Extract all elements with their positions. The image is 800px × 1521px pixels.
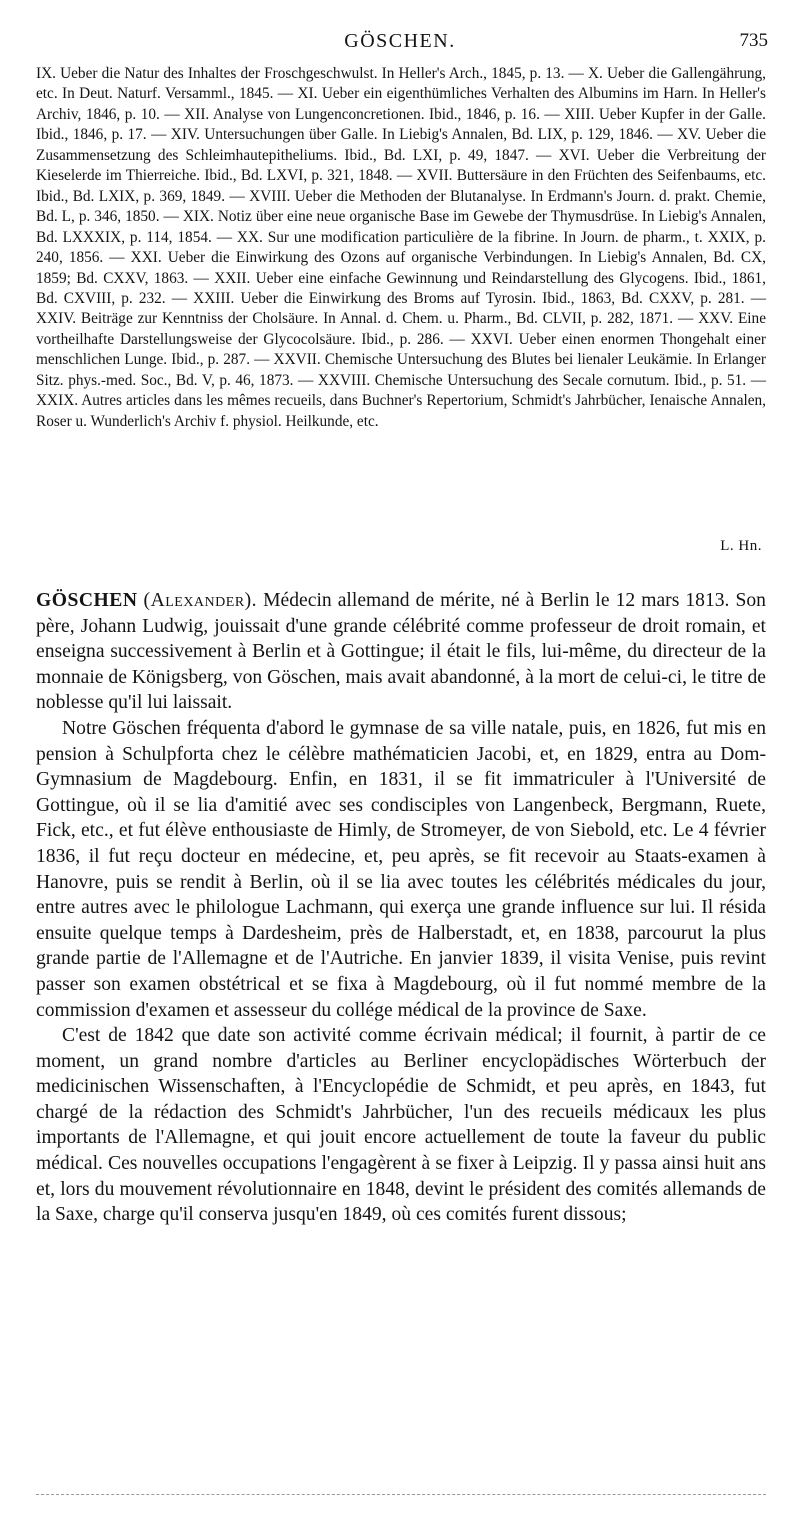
- article-body: [36, 588, 766, 1228]
- headword: GÖSCHEN: [36, 590, 138, 611]
- footer-rule: [36, 1494, 766, 1495]
- article-paragraph-1: [36, 588, 766, 716]
- author-signature: L. Hn.: [720, 538, 762, 554]
- article-paragraph-3: C'est de 1842 que date son activité comme écrivain médical; il fournit, à partir de ce moment, un grand nombre d'articles au Berliner encyclopädisches Wörterbuch der medicinischen Wissenschaften, à l'Encyclopédie de Schmidt, et peu après, en 1843, fut chargé de la rédaction des Schmidt's Jahrbücher, l'un des recueils médicaux les plus importants de l'Allemagne, et qui jouit encore actuellement de toute la faveur du public médical. Ces nouvelles occupations l'engagèrent à se fixer à Leipzig. Il y passa ainsi huit ans et, lors du mouvement révolutionnaire en 1848, devint le président des comités allemands de la Saxe, charge qu'il conserva jusqu'en 1849, où ces comités furent dissous;: [36, 1025, 766, 1226]
- page-number: 735: [739, 30, 768, 51]
- running-title: GÖSCHEN.: [344, 30, 456, 52]
- headword-given-name: (Alexander).: [143, 590, 258, 611]
- paragraph-1-text: Médecin allemand de mérite, né à Berlin le 12 mars 1813. Son père, Johann Ludwig, jouissait d'une grande célébrité comme professeur de droit romain, et enseigna successivement à Berlin et à Gottingue; il était le fils, lui-même, du directeur de la monnaie de Königsberg, von Göschen, mais avait abandonné, à la mort de celui-ci, le titre de noblesse qu'il lui laissait.: [36, 590, 766, 714]
- article-paragraph-2: Notre Göschen fréquenta d'abord le gymnase de sa ville natale, puis, en 1826, fut mis en pension à Schulpforta chez le célèbre mathématicien Jacobi, et, en 1829, entra au Dom-Gymnasium de Magdebourg. Enfin, en 1831, il se fit immatriculer à l'Université de Gottingue, où il se lia d'amitié avec ses condisciples von Langenbeck, Bergmann, Ruete, Fick, etc., et fut élève enthousiaste de Himly, de Stromeyer, de von Siebold, etc. Le 4 février 1836, il fut reçu docteur en médecine, et, peu après, se fit recevoir au Staats-examen à Hanovre, puis se rendit à Berlin, où il se lia avec toutes les célébrités médicales du jour, entre autres avec le philologue Lachmann, qui exerça une grande influence sur lui. Il résida ensuite quelque temps à Dardesheim, près de Halberstadt, et, en 1838, parcourut la plus grande partie de l'Allemagne et de l'Autriche. En janvier 1839, il visita Venise, puis revint passer son examen obstétrical et se fixa à Magdebourg, où il fut nommé membre de la commission d'examen et assesseur du collége médical de la province de Saxe.: [36, 717, 766, 1021]
- bibliography-block: IX. Ueber die Natur des Inhaltes der Froschgeschwulst. In Heller's Arch., 1845, p. 13. — X. Ueber die Gallengährung, etc. In Deut. Naturf. Versamml., 1845. — XI. Ueber ein eigenthümliches Verhalten des Albumins im Harn. In Heller's Archiv, 1846, p. 10. — XII. Analyse von Lungenconcretionen. Ibid., 1846, p. 16. — XIII. Ueber Kupfer in der Galle. Ibid., 1846, p. 17. — XIV. Untersuchungen über Galle. In Liebig's Annalen, Bd. LIX, p. 129, 1846. — XV. Ueber die Zusammensetzung des Schleimhautepitheliums. Ibid., Bd. LXI, p. 49, 1847. — XVI. Ueber die Verbreitung der Kieselerde im Thierreiche. Ibid., Bd. LXVI, p. 321, 1848. — XVII. Buttersäure in den Früchten des Seifenbaums, etc. Ibid., Bd. LXIX, p. 369, 1849. — XVIII. Ueber die Methoden der Blutanalyse. In Erdmann's Journ. d. prakt. Chemie, Bd. L, p. 346, 1850. — XIX. Notiz über eine neue organische Base im Gewebe der Thymusdrüse. In Liebig's Annalen, Bd. LXXXIX, p. 114, 1854. — XX. Sur une modification particulière de la fibrine. In Journ. de pharm., t. XXIX, p. 240, 1856. — XXI. Ueber die Einwirkung des Ozons auf organische Verbindungen. In Liebig's Annalen, Bd. CX, 1859; Bd. CXXV, 1863. — XXII. Ueber eine einfache Gewinnung und Reindarstellung des Glycogens. Ibid., 1861, Bd. CXVIII, p. 232. — XXIII. Ueber die Einwirkung des Broms auf Tyrosin. Ibid., 1863, Bd. CXXV, p. 281. — XXIV. Beiträge zur Kenntniss der Cholsäure. In Annal. d. Chem. u. Pharm., Bd. CLVII, p. 282, 1871. — XXV. Eine vortheilhafte Darstellungsweise der Glycocolsäure. Ibid., p. 286. — XXVI. Ueber einen enormen Thongehalt einer menschlichen Lunge. Ibid., p. 287. — XXVII. Chemische Untersuchung des Blutes bei lienaler Leukämie. In Erlanger Sitz. phys.-med. Soc., Bd. V, p. 46, 1873. — XXVIII. Chemische Untersuchung des Secale cornutum. Ibid., p. 51. — XXIX. Autres articles dans les mêmes recueils, dans Buchner's Repertorium, Schmidt's Jahrbücher, Ienaische Annalen, Roser u. Wunderlich's Archiv f. physiol. Heilkunde, etc.: [36, 65, 766, 430]
